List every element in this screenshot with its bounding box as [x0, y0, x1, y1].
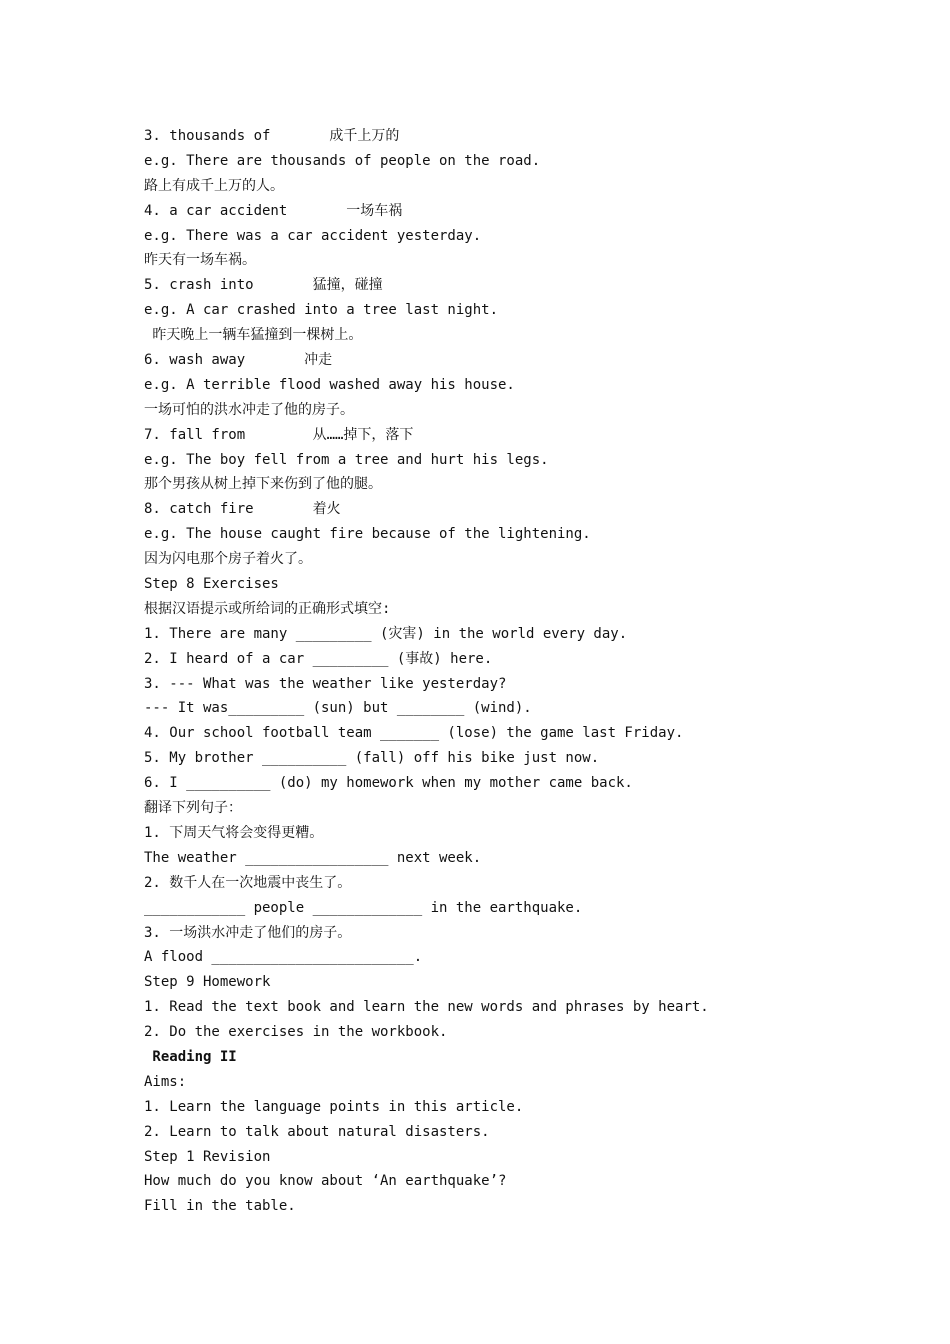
text-line: 3. --- What was the weather like yesterday? — [144, 675, 507, 692]
text-line: 1. 下周天气将会变得更糟。 — [144, 824, 324, 841]
text-line: 4. a car accident 一场车祸 — [144, 202, 403, 219]
text-line: 6. wash away 冲走 — [144, 352, 333, 369]
text-line: Step 9 Homework — [144, 974, 271, 991]
text-line: 6. I __________ (do) my homework when my mother came back. — [144, 775, 633, 792]
text-line: Aims: — [144, 1073, 187, 1090]
text-line: Fill in the table. — [144, 1198, 296, 1215]
text-line: 7. fall from 从……掉下，落下 — [144, 426, 414, 443]
text-line: 根据汉语提示或所给词的正确形式填空: — [144, 600, 391, 617]
text-line: 2. Do the exercises in the workbook. — [144, 1024, 448, 1041]
section-heading: Reading II — [144, 1048, 237, 1065]
text-line: How much do you know about ‘An earthquake’? — [144, 1173, 507, 1190]
text-line: e.g. A car crashed into a tree last night. — [144, 302, 499, 319]
text-line: 1. There are many _________ (灾害) in the world every day. — [144, 625, 628, 642]
text-line: 2. I heard of a car _________ (事故) here. — [144, 650, 493, 667]
document-page — [144, 124, 824, 1219]
text-line: 1. Learn the language points in this article. — [144, 1098, 524, 1115]
text-line: 翻译下列句子： — [144, 800, 242, 817]
text-line: Step 1 Revision — [144, 1148, 271, 1165]
text-line: --- It was_________ (sun) but ________ (wind). — [144, 700, 532, 717]
text-line: e.g. There was a car accident yesterday. — [144, 227, 482, 244]
text-line: 4. Our school football team _______ (lose) the game last Friday. — [144, 725, 684, 742]
text-line: e.g. The house caught fire because of the lightening. — [144, 526, 591, 543]
text-line: e.g. The boy fell from a tree and hurt his legs. — [144, 451, 549, 468]
text-line: 昨天晚上一辆车猛撞到一棵树上。 — [144, 327, 363, 344]
text-line: 那个男孩从树上掉下来伤到了他的腿。 — [144, 476, 382, 493]
text-line: 路上有成千上万的人。 — [144, 177, 284, 194]
text-line: 5. My brother __________ (fall) off his bike just now. — [144, 750, 600, 767]
text-line: ____________ people _____________ in the earthquake. — [144, 899, 583, 916]
text-line: 5. crash into 猛撞，碰撞 — [144, 277, 383, 294]
text-line: 因为闪电那个房子着火了。 — [144, 551, 312, 568]
text-line: e.g. There are thousands of people on the road. — [144, 152, 541, 169]
text-line: 2. Learn to talk about natural disasters. — [144, 1123, 490, 1140]
text-line: 昨天有一场车祸。 — [144, 252, 256, 269]
text-line: The weather _________________ next week. — [144, 849, 482, 866]
text-line: 3. 一场洪水冲走了他们的房子。 — [144, 924, 352, 941]
text-line: 一场可怕的洪水冲走了他的房子。 — [144, 401, 354, 418]
text-line: 3. thousands of 成千上万的 — [144, 128, 400, 144]
text-line: 8. catch fire 着火 — [144, 501, 341, 518]
text-line: 2. 数千人在一次地震中丧生了。 — [144, 874, 352, 891]
text-line: e.g. A terrible flood washed away his house. — [144, 376, 515, 393]
text-line: A flood ________________________. — [144, 949, 423, 966]
text-line: 1. Read the text book and learn the new words and phrases by heart. — [144, 999, 709, 1016]
text-line: Step 8 Exercises — [144, 576, 279, 593]
